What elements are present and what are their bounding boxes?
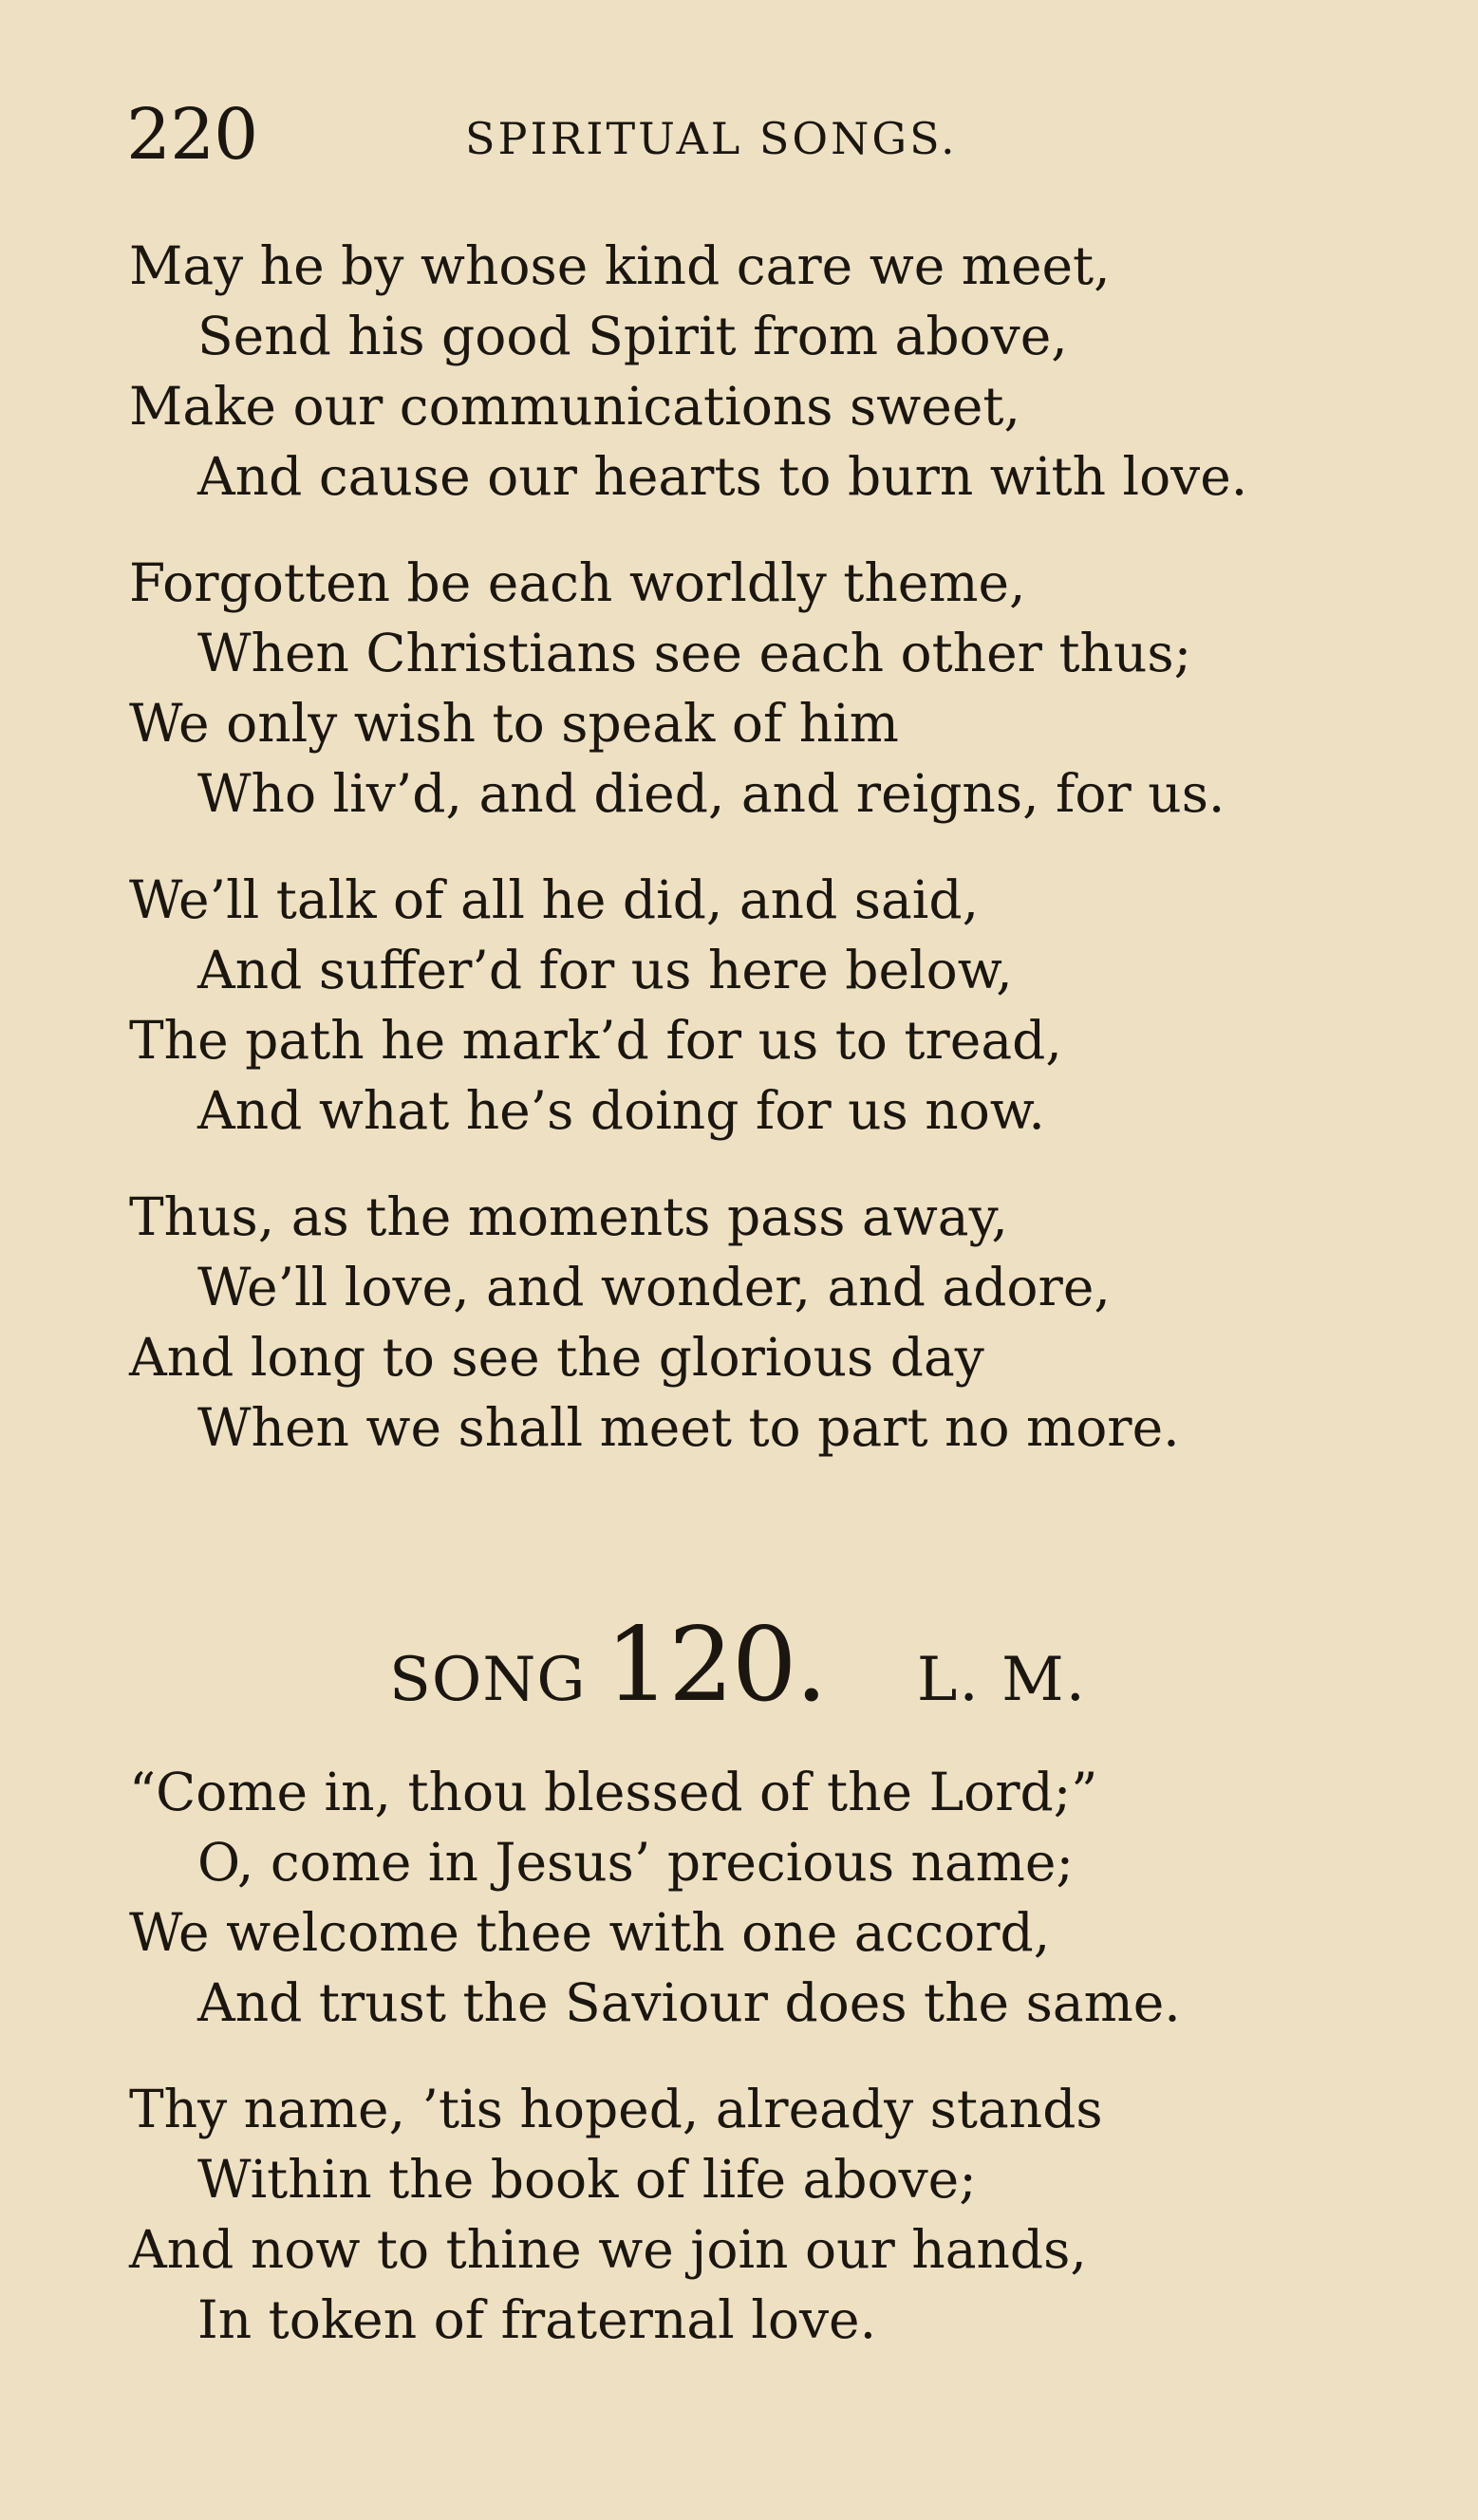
running-title: SPIRITUAL SONGS. [465, 113, 958, 164]
song-number: 120. [605, 1606, 826, 1725]
verse-line: “Come in, thou blessed of the Lord;” [129, 1762, 1098, 1822]
verse-line: We welcome thee with one accord, [129, 1902, 1051, 1963]
verse-line: Make our communications sweet, [129, 376, 1020, 437]
verse-line: When we shall meet to part no more. [197, 1397, 1180, 1458]
verse-line: Thy name, ’tis hoped, already stands [129, 2079, 1103, 2139]
verse-line: And what he’s doing for us now. [197, 1080, 1045, 1141]
verse-line: May he by whose kind care we meet, [129, 235, 1111, 296]
song-heading [389, 1604, 1087, 1757]
verse-line: Send his good Spirit from above, [197, 306, 1068, 366]
verse-line: Who liv’d, and died, and reigns, for us. [197, 763, 1225, 824]
song-meter: L. M. [916, 1645, 1087, 1715]
verse-line: And suffer’d for us here below, [197, 940, 1013, 1000]
verse-line: And long to see the glorious day [129, 1327, 984, 1388]
verse-line: We only wish to speak of him [129, 693, 899, 754]
verse-line: And trust the Saviour does the same. [197, 1972, 1181, 2033]
verse-line: In token of fraternal love. [197, 2289, 877, 2350]
song-label: SONG [389, 1645, 587, 1715]
verse-line: And cause our hearts to burn with love. [197, 446, 1248, 507]
verse-line: Thus, as the moments pass away, [129, 1186, 1008, 1247]
verse-line: O, come in Jesus’ precious name; [197, 1832, 1074, 1893]
verse-line: We’ll talk of all he did, and said, [129, 869, 980, 930]
page-number: 220 [126, 94, 258, 176]
verse-line: Within the book of life above; [197, 2149, 977, 2210]
verse-line: And now to thine we join our hands, [129, 2219, 1087, 2280]
verse-line: Forgotten be each worldly theme, [129, 552, 1026, 613]
verse-line: When Christians see each other thus; [197, 623, 1192, 683]
verse-line: We’ll love, and wonder, and adore, [197, 1257, 1111, 1317]
verse-line: The path he mark’d for us to tread, [129, 1010, 1062, 1071]
